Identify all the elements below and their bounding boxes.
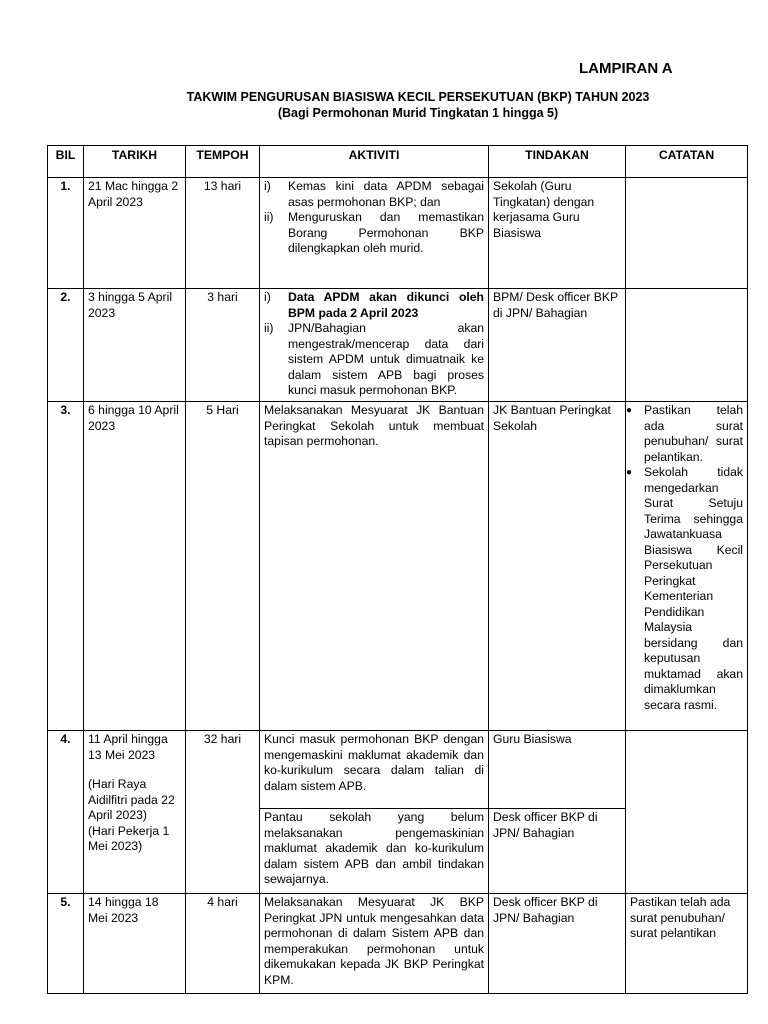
col-header-bil: BIL [48,146,84,178]
row-aktiviti: Kunci masuk permohonan BKP dengan mengemaskini maklumat akademik dan ko-kurikulum secara dalam talian di dalam sistem APB. [260,731,489,809]
table-row [48,731,748,809]
aktiviti-item: ii) Menguruskan dan memastikan Borang Permohonan BKP dilengkapkan oleh murid. [264,210,484,255]
row-catatan [626,731,748,894]
row-tindakan: Guru Biasiswa [489,731,626,809]
row-bil: 3. [48,402,84,731]
row-tarikh: 6 hingga 10 April 2023 [84,402,186,731]
row-aktiviti: Melaksanakan Mesyuarat JK Bantuan Peringkat Sekolah untuk membuat tapisan permohonan. [260,402,489,731]
table-header-row [48,146,748,178]
lampiran-label: LAMPIRAN A [579,60,673,77]
row-bil: 1. [48,178,84,289]
col-header-tempoh: TEMPOH [186,146,260,178]
aktiviti-item: i) Kemas kini data APDM sebagai asas permohonan BKP; dan [264,179,484,209]
aktiviti-item: i) Data APDM akan dikunci oleh BPM pada 2 April 2023 [264,290,484,320]
col-header-aktiviti: AKTIVITI [260,146,489,178]
row-aktiviti: Pantau sekolah yang belum melaksanakan pengemaskinian maklumat akademik dan ko-kurikulum dalam sistem APB dan ambil tindakan sewajarnya. [260,809,489,894]
row-tarikh: 14 hingga 18 Mei 2023 [84,894,186,994]
table-row [48,894,748,994]
row-tindakan: Sekolah (Guru Tingkatan) dengan kerjasama Guru Biasiswa [489,178,626,289]
row-bil: 5. [48,894,84,994]
bullet-icon: ● [626,467,633,478]
bullet-icon: ● [626,405,633,416]
row-aktiviti [260,289,489,402]
row-tempoh: 32 hari [186,731,260,894]
row-aktiviti [260,178,489,289]
catatan-bullet: ● Sekolah tidak mengedarkan Surat Setuju Terima sehingga Jawatankuasa Biasiswa Kecil Persekutuan Peringkat Kementerian Pendidikan Malaysia bersidang dan keputusan muktamad akan dimaklumkan secara rasmi. [626,465,743,712]
col-header-tindakan: TINDAKAN [489,146,626,178]
title-line-1: TAKWIM PENGURUSAN BIASISWA KECIL PERSEKUTUAN (BKP) TAHUN 2023 [186,90,650,104]
row-bil: 2. [48,289,84,402]
schedule-table [47,145,748,994]
row-tindakan: Desk officer BKP di JPN/ Bahagian [489,894,626,994]
row-tarikh: 11 April hingga 13 Mei 2023 (Hari Raya Aidilfitri pada 22 April 2023) (Hari Pekerja 1 Mei 2023) [84,731,186,894]
table-row [48,178,748,289]
tarikh-note: (Hari Raya Aidilfitri pada 22 April 2023) [88,777,175,822]
row-tarikh: 3 hingga 5 April 2023 [84,289,186,402]
col-header-tarikh: TARIKH [84,146,186,178]
row-bil: 4. [48,731,84,894]
row-catatan [626,289,748,402]
row-catatan [626,402,748,731]
col-header-catatan: CATATAN [626,146,748,178]
row-tindakan: JK Bantuan Peringkat Sekolah [489,402,626,731]
title-line-2: (Bagi Permohonan Murid Tingkatan 1 hingga 5) [277,106,559,120]
row-tarikh: 21 Mac hingga 2 April 2023 [84,178,186,289]
row-tindakan: BPM/ Desk officer BKP di JPN/ Bahagian [489,289,626,402]
aktiviti-item: ii) JPN/Bahagian akan mengestrak/mencerap data dari sistem APDM untuk dimuatnaik ke dalam sistem APB bagi proses kunci masuk permohonan BKP. [264,321,484,397]
catatan-bullet: ● Pastikan telah ada surat penubuhan/ surat pelantikan. [626,403,743,464]
row-catatan: Pastikan telah ada surat penubuhan/ surat pelantikan [626,894,748,994]
row-tempoh: 3 hari [186,289,260,402]
row-catatan [626,178,748,289]
row-tempoh: 5 Hari [186,402,260,731]
row-aktiviti: Melaksanakan Mesyuarat JK BKP Peringkat JPN untuk mengesahkan data permohonan di dalam Sistem APB dan memperakukan permohonan untuk dikemukakan kepada JK BKP Peringkat KPM. [260,894,489,994]
row-tindakan: Desk officer BKP di JPN/ Bahagian [489,809,626,894]
row-tempoh: 4 hari [186,894,260,994]
tarikh-note: (Hari Pekerja 1 Mei 2023) [88,823,170,853]
document-title [0,89,768,121]
table-row [48,402,748,731]
row-tempoh: 13 hari [186,178,260,289]
table-row [48,289,748,402]
